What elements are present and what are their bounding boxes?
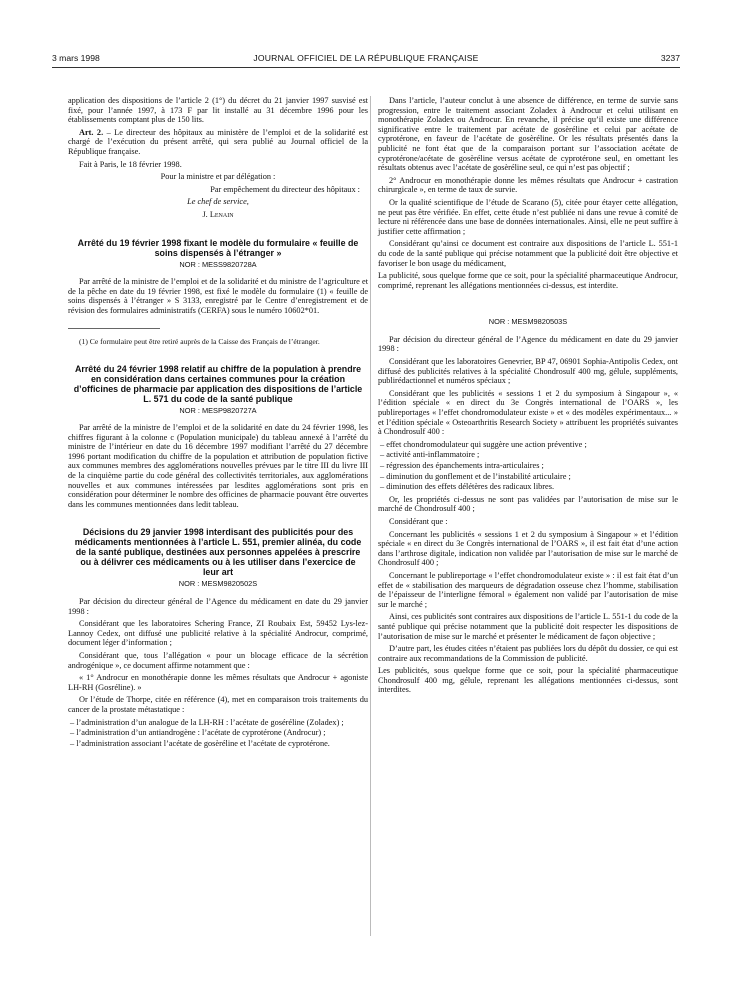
left-column [68, 96, 368, 751]
section-title: Décisions du 29 janvier 1998 interdisant des publicités pour des médicaments mentionnées à l’article L. 551, premier alinéa, du code de la santé publique, destinées aux personnes appelées à prescrire ou à délivrer ces médicaments ou à les utiliser dans l’exercice de leur art [74, 527, 362, 578]
paragraph: Considérant qu’ainsi ce document est contraire aux dispositions de l’article L. 551-1 du code de la santé publique qui précise notamment que la publicité doit être objective et favoriser le bon usage du médicament, [378, 239, 678, 268]
properties-list [378, 440, 678, 492]
paragraph: Ainsi, ces publicités sont contraires aux dispositions de l’article L. 551-1 du code de la santé publique qui précise notamment que la publicité doit respecter les dispositions de l’autorisation de mise sur le marché et présenter le médicament de façon objective ; [378, 612, 678, 641]
paragraph: Or la qualité scientifique de l’étude de Scarano (5), citée pour étayer cette allégation, ne peut pas être vérifiée. En effet, cette étude n’est publiée ni dans une revue à comité de lecture ni référencée dans une base de données internationales. Ainsi, elle ne peut suffire à justifier cette affirmation ; [378, 197, 678, 236]
article-2 [68, 128, 368, 157]
paragraph: « 1° Androcur en monothérapie donne les mêmes résultats que Androcur + agoniste LH-RH (Gosréline). » [68, 673, 368, 692]
nor-reference: NOR : MESM9820502S [178, 579, 258, 589]
article-text: – Le directeur des hôpitaux au ministère de l’emploi et de la solidarité est chargé de l’exécution du présent arrêté, qui sera publié au Journal officiel de la République française. [68, 127, 368, 156]
paragraph: Or, les propriétés ci-dessus ne sont pas validées par l’autorisation de mise sur le marché de Chondrosulf 400 ; [378, 494, 678, 514]
paragraph: D’autre part, les études citées n’étaient pas publiées lors du dépôt du dossier, ce qui est contraire aux recommandations de la Commission de publicité. [378, 644, 678, 663]
treatment-list [68, 718, 368, 749]
paragraph: Considérant que : [389, 516, 448, 526]
section-title: Arrêté du 19 février 1998 fixant le modèle du formulaire « feuille de soins dispensés à l’étranger » [77, 237, 359, 258]
list-item: – régression des épanchements intra-articulaires ; [378, 461, 678, 471]
right-column [378, 96, 678, 698]
signature-name: J. Lenain [202, 209, 234, 219]
column-divider [370, 96, 371, 936]
paragraph: Par arrêté de la ministre de l’emploi et de la solidarité en date du 24 février 1998, les chiffres figurant à la colonne c (Population municipale) du tableau annexé à l’arrêté du ministre de l’intérieur en date du 16 décembre 1997 modifiant l’arrêté du 27 décembre 1996 portant modification du chiffre de la population et attribution de population fictive aux communes membres des agglomérations nouvelles prévues par le titre III du livre III de la cinquième partie du code général des collectivités territoriales, aux agglomérations nouvelles et aux communes intéressées par lesdites agglomérations sont pris en considération pour déterminer le nombre des officines de pharmacie pouvant être ouvertes dans les communes mentionnées dans ledit tableau. [68, 423, 368, 509]
list-item: – effet chondromodulateur qui suggère une action préventive ; [378, 440, 678, 450]
paragraph: 2° Androcur en monothérapie donne les mêmes résultats que Androcur + castration chirurgicale », en terme de taux de survie. [378, 175, 678, 195]
list-item: – activité anti-inflammatoire ; [378, 450, 678, 460]
paragraph: Considérant que les publicités « sessions 1 et 2 du symposium à Singapour », « l’édition spéciale « en direct du 3e Congrès international de l’OARS », les publireportages « l’effet chondromodulateur existe » et « des modèles expérimentaux... » et l’édition spéciale « Osteoarthritis Research Society » attribuent les propriétés suivantes à Chondrosulf 400 : [378, 388, 678, 437]
section-title: Arrêté du 24 février 1998 relatif au chiffre de la population à prendre en considération dans certaines communes pour la création d’officines de pharmacie par application des dispositions de l’article L. 571 du code de la santé publique [73, 363, 363, 404]
nor-reference: NOR : MESM9820503S [488, 317, 568, 327]
paragraph: La publicité, sous quelque forme que ce soit, pour la spécialité pharmaceutique Androcur, comprimé, reprenant les allégations mentionnées ci-dessus, est interdite. [378, 271, 678, 290]
signature-title: Le chef de service, [187, 197, 249, 207]
paragraph: Or l’étude de Thorpe, citée en référence (4), met en comparaison trois traitements du cancer de la prostate métastatique : [68, 695, 368, 714]
paragraph: Par décision du directeur général de l’Agence du médicament en date du 29 janvier 1998 : [378, 334, 678, 354]
page-header [52, 53, 680, 65]
paragraph: Considérant que, tous l’allégation « pour un blocage efficace de la sécrétion androgénique », ce document affirme notamment que : [68, 651, 368, 670]
paragraph: Considérant que les laboratoires Schering France, ZI Roubaix Est, 59452 Lys-lez-Lannoy Cedex, ont diffusé une publicité relative à la spécialité Androcur, comprimé, document léger d’information ; [68, 619, 368, 648]
paragraph: Dans l’article, l’auteur conclut à une absence de différence, en terme de survie sans progression, entre le traitement associant Zoladex à Androcur et celui utilisant en monothérapie Zoladex ou Androcur. En revanche, il précise qu’il existe une différence significative entre le traitement par acétate de gosèréline et celui par acétate de cyprotérone, en faveur de l’acétate de gosèréline. Or les résultats présentés dans la publicité ne font état que de la comparaison portant sur l’association acétate de cyprotérone/acétate de gosèréline versus acétate de cyprotérone seul, en omettant les résultats obtenus avec l’acétate de gosèréline seul, ce qui n’est pas objectif ; [378, 96, 678, 173]
paragraph: Les publicités, sous quelque forme que ce soit, pour la spécialité pharmaceutique Chondrosulf 400 mg, gélule, reprenant les allégations mentionnées ci-dessus, sont interdites. [378, 666, 678, 695]
footnote: (1) Ce formulaire peut être retiré auprès de la Caisse des Français de l’étranger. [79, 336, 320, 346]
paragraph: Concernant le publireportage « l’effet chondromodulateur existe » : il est fait état d’un effet de « stabilisation des marqueurs de dégradation osseuse chez l’homme, stabilisation de l’épaisseur de l’interligne fémoral » également non validé par l’autorisation de mise sur le marché ; [378, 570, 678, 609]
paragraph: application des dispositions de l’article 2 (1°) du décret du 21 janvier 1997 susvisé est fixé, pour l’année 1997, à 173 F par lit installé au 31 décembre 1996 pour les établissements comptant plus de 150 lits. [68, 96, 368, 125]
list-item: – l’administration d’un antiandrogène : l’acétate de cyprotérone (Androcur) ; [68, 728, 368, 738]
signature-line: Pour la ministre et par délégation : [160, 172, 276, 182]
signature-line: Par empêchement du directeur des hôpitaux : [210, 184, 360, 194]
footnote-rule [68, 328, 160, 329]
paragraph: Par décision du directeur général de l’Agence du médicament en date du 29 janvier 1998 : [68, 597, 368, 616]
header-page-number: 3237 [660, 53, 680, 63]
list-item: – diminution du gonflement et de l’instabilité articulaire ; [378, 472, 678, 482]
header-rule [52, 67, 680, 68]
nor-reference: NOR : MESP9820727A [179, 405, 257, 415]
list-item: – l’administration associant l’acétate de gosèréline et l’acétate de cyprotérone. [68, 739, 368, 749]
paragraph: Par arrêté de la ministre de l’emploi et de la solidarité et du ministre de l’agriculture et de la pêche en date du 19 février 1998, est fixé le modèle du formulaire (1) « feuille de soins dispensés à l’étranger » S 3133, enregistré par le Centre d’enregistrement et de révision des formulaires administratifs (CERFA) sous le numéro 10602*01. [68, 277, 368, 315]
nor-reference: NOR : MESS9820728A [179, 259, 257, 269]
header-journal-title: JOURNAL OFFICIEL DE LA RÉPUBLIQUE FRANÇAISE [253, 53, 479, 63]
list-item: – l’administration d’un analogue de la LH-RH : l’acétate de goséréline (Zoladex) ; [68, 718, 368, 728]
header-date: 3 mars 1998 [52, 53, 100, 63]
paragraph: Concernant les publicités « sessions 1 et 2 du symposium à Singapour » et l’édition spéciale « en direct du 3e Congrès international de l’OARS », il est fait état d’une action dans l’arthrose digitale, indication non validée par l’autorisation de mise sur le marché de Chondrosulf 400 ; [378, 529, 678, 568]
signature-place-date: Fait à Paris, le 18 février 1998. [79, 159, 182, 169]
paragraph: Considérant que les laboratoires Genevrier, BP 47, 06901 Sophia-Antipolis Cedex, ont diffusé des publicités relatives à la spécialité Chondrosulf 400 mg, gélule, suppléments, publirédactionnel et numéros spéciaux ; [378, 357, 678, 386]
list-item: – diminution des effets délétères des radicaux libres. [378, 482, 678, 492]
article-label: Art. 2. [79, 127, 104, 137]
